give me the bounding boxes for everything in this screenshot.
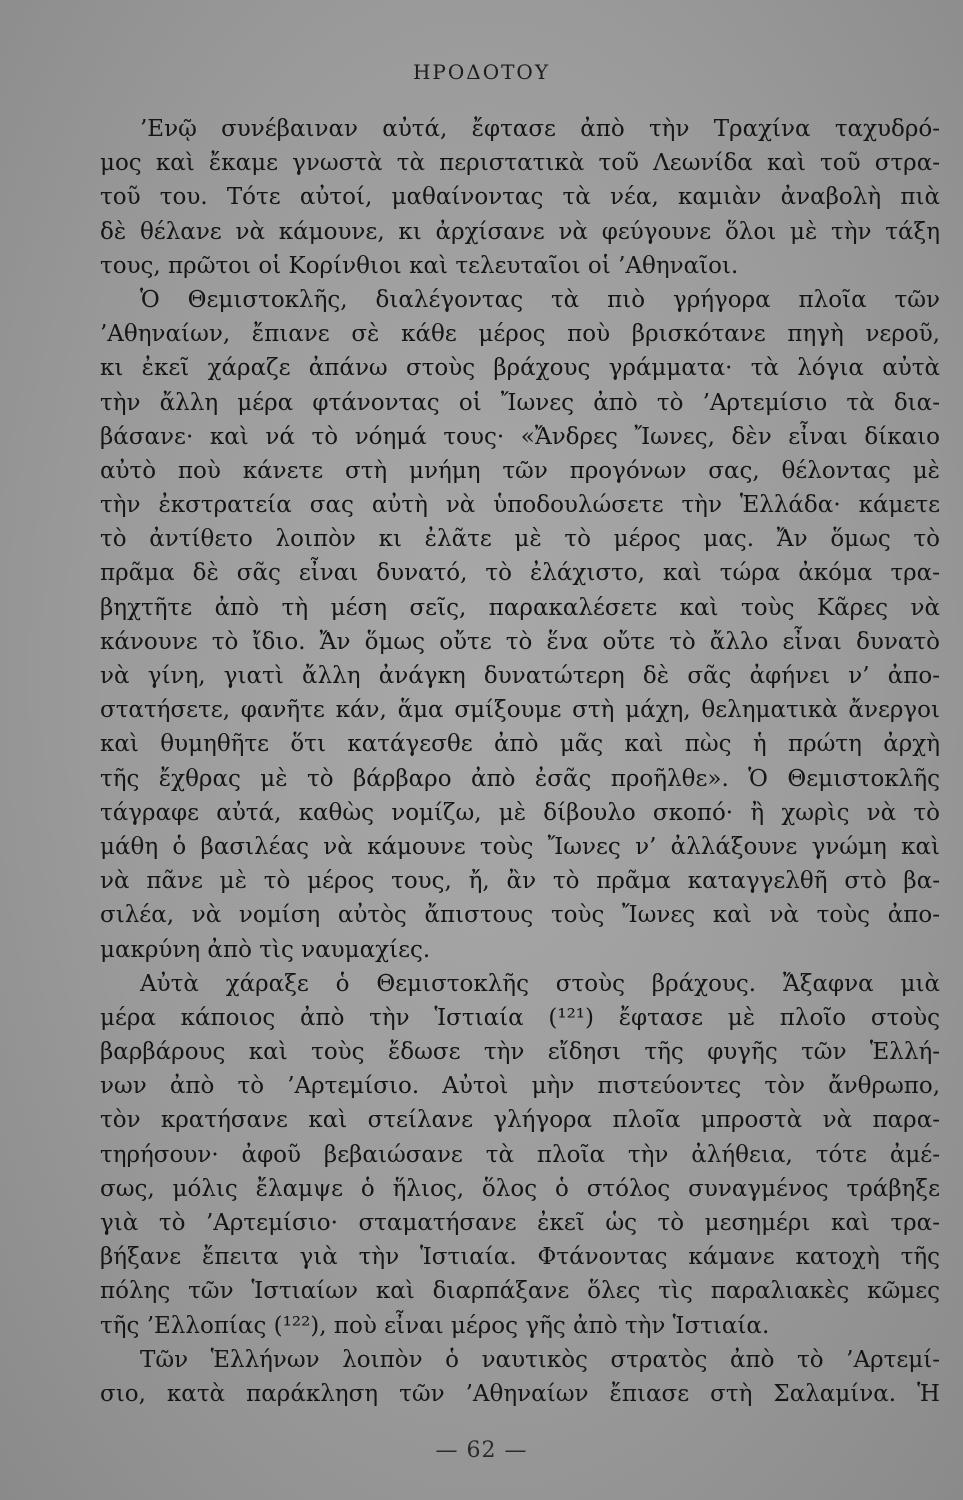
text-line: νὰ πᾶνε μὲ τὸ μέρος τους, ἤ, ἂν τὸ πρᾶμα καταγγελθῆ στὸ βα- [100, 868, 940, 895]
text-line: τῆς ἔχθρας μὲ τὸ βάρβαρο ἀπὸ ἐσᾶς προῆλθε». Ὁ Θεμιστοκλῆς [100, 765, 940, 792]
text-line: μάθη ὁ βασιλέας νὰ κάμουνε τοὺς Ἴωνες ν’ ἀλλάξουνε γνώμη καὶ [100, 833, 940, 860]
text-line: μος καὶ ἔκαμε γνωστὰ τὰ περιστατικὰ τοῦ Λεωνίδα καὶ τοῦ στρα- [100, 150, 940, 177]
running-header: ΗΡΟΔΟΤΟΥ [412, 60, 551, 84]
text-line: νὰ γίνη, γιατὶ ἄλλη ἀνάγκη δυνατώτερη δὲ σᾶς ἀφήνει ν’ ἀπο- [100, 663, 940, 689]
text-line: τοῦ του. Τότε αὐτοί, μαθαίνοντας τὰ νέα, καμιὰν ἀναβολὴ πιὰ [100, 184, 940, 211]
text-line: σιλέα, νὰ νομίση αὐτὸς ἄπιστους τοὺς Ἴωνες καὶ νὰ τοὺς ἀπο- [100, 902, 940, 929]
text-line: βηχτῆτε ἀπὸ τὴ μέση σεῖς, παρακαλέσετε καὶ τοὺς Κᾶρες νὰ [100, 594, 940, 621]
text-line: τὸ ἀντίθετο λοιπὸν κι ἐλᾶτε μὲ τὸ μέρος μας. Ἄν ὅμως τὸ [100, 526, 940, 553]
body-text [100, 112, 940, 1411]
text-line: βάσανε· καὶ νά τὸ νόημά τους· «Ἄνδρες Ἴωνες, δὲν εἶναι δίκαιο [100, 423, 940, 450]
text-line: καὶ θυμηθῆτε ὅτι κατάγεσθε ἀπὸ μᾶς καὶ πὼς ἡ πρώτη ἀρχὴ [100, 731, 940, 758]
text-line: τους, πρῶτοι οἱ Κορίνθιοι καὶ τελευταῖοι οἱ ’Αθηναῖοι. [100, 252, 739, 279]
text-line: τὴν ἐκστρατεία σας αὐτὴ νὰ ὑποδουλώσετε τὴν Ἑλλάδα· κάμετε [100, 492, 940, 519]
text-line: σως, μόλις ἔλαμψε ὁ ἥλιος, ὅλος ὁ στόλος συναγμένος τράβηξε [100, 1175, 940, 1202]
text-line: ’Αθηναίων, ἔπιανε σὲ κάθε μέρος ποὺ βρισκότανε πηγὴ νεροῦ, [100, 321, 940, 348]
text-line: στατήσετε, φανῆτε κάν, ἅμα σμίξουμε στὴ μάχη, θεληματικὰ ἄνεργοι [100, 697, 940, 724]
text-line: κι ἐκεῖ χάραζε ἀπάνω στοὺς βράχους γράμματα· τὰ λόγια αὐτὰ [100, 355, 940, 382]
text-line: γιὰ τὸ ’Αρτεμίσιο· σταματήσανε ἐκεῖ ὡς τὸ μεσημέρι καὶ τρα- [100, 1210, 940, 1236]
page-number: — 62 — [435, 1438, 528, 1463]
text-line: βαρβάρους καὶ τοὺς ἔδωσε τὴν εἴδησι τῆς φυγῆς τῶν Ἑλλή- [100, 1039, 940, 1066]
text-line: Τῶν Ἑλλήνων λοιπὸν ὁ ναυτικὸς στρατὸς ἀπὸ τὸ ’Αρτεμί- [140, 1346, 940, 1373]
text-line: δὲ θέλανε νὰ κάμουνε, κι ἀρχίσανε νὰ φεύγουνε ὅλοι μὲ τὴν τάξη [100, 218, 940, 245]
text-line: σιο, κατὰ παράκληση τῶν ’Αθηναίων ἔπιασε στὴ Σαλαμίνα. Ἡ [100, 1380, 940, 1407]
text-line: Αὐτὰ χάραξε ὁ Θεμιστοκλῆς στοὺς βράχους. Ἄξαφνα μιὰ [140, 970, 940, 997]
text-line: αὐτὸ ποὺ κάνετε στὴ μνήμη τῶν προγόνων σας, θέλοντας μὲ [100, 457, 940, 484]
text-line: βήξανε ἔπειτα γιὰ τὴν Ἱστιαία. Φτάνοντας κάμανε κατοχὴ τῆς [100, 1244, 940, 1271]
text-line: μέρα κάποιος ἀπὸ τὴν Ἱστιαία (¹²¹) ἔφτασε μὲ πλοῖο στοὺς [100, 1004, 940, 1031]
text-line: τηρήσουν· ἀφοῦ βεβαιώσανε τὰ πλοῖα τὴν ἀλήθεια, τότε ἀμέ- [100, 1141, 940, 1168]
text-line: κάνουνε τὸ ἴδιο. Ἄν ὅμως οὔτε τὸ ἕνα οὔτε τὸ ἄλλο εἶναι δυνατὸ [100, 628, 940, 655]
text-line: πόλης τῶν Ἱστιαίων καὶ διαρπάξανε ὅλες τὶς παραλιακὲς κῶμες [100, 1278, 940, 1305]
text-line: τὸν κρατήσανε καὶ στείλανε γλήγορα πλοῖα μπροστὰ νὰ παρα- [100, 1107, 940, 1134]
text-line: τὴν ἄλλη μέρα φτάνοντας οἱ Ἴωνες ἀπὸ τὸ ’Αρτεμίσιο τὰ δια- [100, 389, 940, 416]
text-line: τῆς ’Ελλοπίας (¹²²), ποὺ εἶναι μέρος γῆς ἀπὸ τὴν Ἱστιαία. [100, 1312, 770, 1339]
text-line: νων ἀπὸ τὸ ’Αρτεμίσιο. Αὐτοὶ μὴν πιστεύοντες τὸν ἄνθρωπο, [100, 1073, 940, 1100]
text-line: Ὁ Θεμιστοκλῆς, διαλέγοντας τὰ πιὸ γρήγορα πλοῖα τῶν [140, 286, 940, 313]
text-line: πρᾶμα δὲ σᾶς εἶναι δυνατό, τὸ ἐλάχιστο, καὶ τώρα ἀκόμα τρα- [100, 560, 940, 587]
text-line: μακρύνη ἀπὸ τὶς ναυμαχίες. [100, 936, 431, 963]
text-line: ’Ενῷ συνέβαιναν αὐτά, ἔφτασε ἀπὸ τὴν Τραχίνα ταχυδρό- [140, 116, 940, 142]
text-line: τάγραφε αὐτά, καθὼς νομίζω, μὲ δίβουλο σκοπό· ἢ χωρὶς νὰ τὸ [100, 799, 940, 826]
